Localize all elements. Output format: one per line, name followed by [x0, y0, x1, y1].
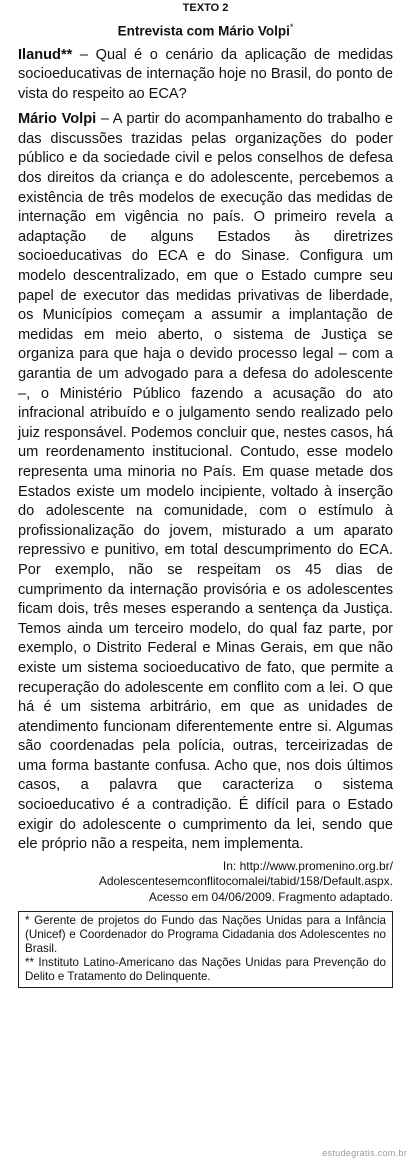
title-footnote-mark: *	[289, 22, 294, 32]
source-line-3: Acesso em 04/06/2009. Fragmento adaptado.	[148, 889, 393, 904]
source-line-1: In: http://www.promenino.org.br/	[222, 858, 393, 873]
question-speaker: Ilanud**	[18, 46, 73, 63]
source-line-2: Adolescentesemconflitocomalei/tabid/158/Default.aspx.	[98, 874, 393, 889]
question-text: – Qual é o cenário da aplicação de medidas socioeducativas de internação hoje no Brasil, do ponto de vista do respeito ao ECA?	[18, 46, 393, 102]
text-label: TEXTO 2	[182, 2, 229, 14]
site-watermark: estudegratis.com.br	[322, 1148, 407, 1158]
answer-speaker: Mário Volpi	[18, 111, 97, 128]
footnote-1: * Gerente de projetos do Fundo das Nações Unidas para a Infância (Unicef) e Coordenador do Programa Cidadania dos Adolescentes no Brasil.	[25, 914, 386, 956]
interview-title	[18, 19, 393, 40]
interview-question	[18, 46, 393, 105]
answer-text: – A partir do acompanhamento do trabalho e das discussões trazidas pelas organizações do poder público e da sociedade civil e pelos conselhos de defesa dos direitos da criança e do adolescente, percebemos a existência de três modelos de execução das medidas de internação em vigência no país. O primeiro revela a adaptação de alguns Estados às diretrizes socioeducativas do ECA e do Sinase. Configura um modelo descentralizado, em que o Estado cumpre seu papel de executor das medidas privativas de liberdade, os Municípios começam a assumir a implantação de medidas em meio aberto, o sistema de Justiça se organiza para que haja o devido processo legal – com a garantia de um advogado para a defesa do adolescente –, o Ministério Público fazendo a acusação do ato infracional atribuído e o julgamento sendo realizado pelo juiz responsável. Podemos concluir que, nestes casos, há um reordenamento institucional. Contudo, esse modelo representa uma minoria no País. Em quase metade dos Estados existe um modelo incipiente, voltado à inserção do adolescente na comunidade, com o estímulo à profissionalização do jovem, misturado a um aparato repressivo e punitivo, em total descumprimento do ECA. Por exemplo, não se respeitam os 45 dias de cumprimento da internação provisória e os adolescentes ficam dois, três meses esperando a sentença da Justiça. Temos ainda um terceiro modelo, do qual faz parte, por exemplo, o Distrito Federal e Minas Gerais, em que não existe um sistema socioeducativo de fato, que permite a recuperação do adolescente em conflito com a lei. O que há é um sistema arbitrário, em que as unidades de atendimento funcionam diferentemente entre si. Algumas são coordenadas pela polícia, outras, terceirizadas de uma forma bastante confusa. Acho que, nos dois últimos casos, a palavra que caracteriza o sistema socioeducativo é a contradição. É difícil para o Estado exigir do adolescente o cumprimento da lei, sendo que ele próprio não a respeita, nem implementa.	[18, 111, 393, 853]
source-citation	[18, 859, 393, 906]
interview-answer	[18, 110, 393, 855]
document-page	[18, 0, 393, 988]
interview-title-text: Entrevista com Mário Volpi	[117, 23, 290, 39]
footnotes-box	[18, 911, 393, 988]
footnote-2: ** Instituto Latino-Americano das Nações Unidas para Prevenção do Delito e Tratamento do Delinquente.	[25, 956, 386, 984]
